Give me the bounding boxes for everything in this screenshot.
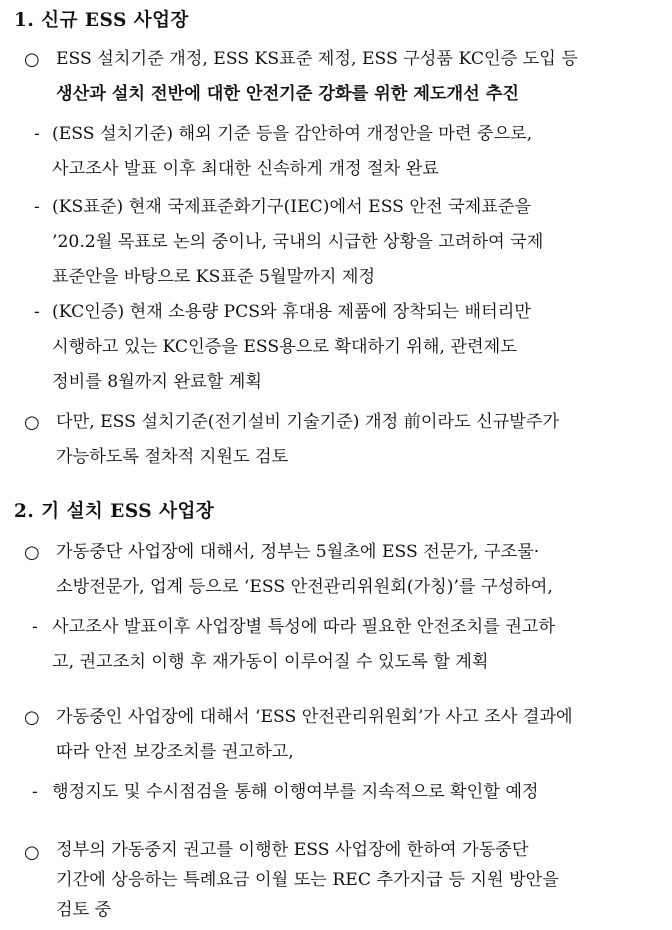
circle-bullet: ○ xyxy=(24,49,40,70)
circle-bullet: ○ xyxy=(24,842,40,863)
bullet-paragraph: ESS 설치기준 개정, ESS KS표준 제정, ESS 구성품 KC인증 도입 등 생산과 설치 전반에 대한 안전기준 강화를 위한 제도개선 추진 xyxy=(56,49,578,104)
dash-bullet: - xyxy=(34,302,40,322)
circle-bullet: ○ xyxy=(24,542,40,563)
bullet-paragraph: 정부의 가동중지 권고를 이행한 ESS 사업장에 한하여 가동중단 기간에 상응하는 특례요금 이월 또는 REC 추가지급 등 지원 방안을 검토 중 xyxy=(56,840,559,920)
bullet-paragraph: 가동중단 사업장에 대해서, 정부는 5월초에 ESS 전문가, 구조물· 소방전문가, 업계 등으로 ‘ESS 안전관리위원회(가칭)’를 구성하여, xyxy=(56,542,553,597)
bullet-paragraph: 가동중인 사업장에 대해서 ‘ESS 안전관리위원회’가 사고 조사 결과에 따라 안전 보강조치를 권고하고, xyxy=(56,707,573,762)
circle-bullet: ○ xyxy=(24,707,40,728)
dash-bullet: - xyxy=(34,197,40,217)
dash-bullet: - xyxy=(32,782,38,802)
sub-paragraph: (ESS 설치기준) 해외 기준 등을 감안하여 개정안을 마련 중으로, 사고조사 발표 이후 최대한 신속하게 개정 절차 완료 xyxy=(52,124,533,179)
circle-bullet: ○ xyxy=(24,412,40,433)
dash-bullet: - xyxy=(34,124,40,144)
bullet-paragraph: 다만, ESS 설치기준(전기설비 기술기준) 개정 前이라도 신규발주가 가능하도록 절차적 지원도 검토 xyxy=(56,412,560,467)
sub-paragraph: (KS표준) 현재 국제표준화기구(IEC)에서 ESS 안전 국제표준을 ’20.2월 목표로 논의 중이나, 국내의 시급한 상황을 고려하여 국제 표준안을 바탕으로 KS표준 5월말까지 제정 xyxy=(52,197,544,287)
sub-paragraph: 사고조사 발표이후 사업장별 특성에 따라 필요한 안전조치를 권고하 고, 권고조치 이행 후 재가동이 이루어질 수 있도록 할 계획 xyxy=(52,617,556,672)
sub-paragraph: (KC인증) 현재 소용량 PCS와 휴대용 제품에 장착되는 배터리만 시행하고 있는 KC인증을 ESS용으로 확대하기 위해, 관련제도 정비를 8월까지 완료할 계획 xyxy=(52,302,531,392)
dash-bullet: - xyxy=(32,617,38,637)
sub-paragraph: 행정지도 및 수시점검을 통해 이행여부를 지속적으로 확인할 예정 xyxy=(52,782,539,802)
section-heading: 2. 기 설치 ESS 사업장 xyxy=(14,501,215,522)
section-heading: 1. 신규 ESS 사업장 xyxy=(14,10,189,31)
